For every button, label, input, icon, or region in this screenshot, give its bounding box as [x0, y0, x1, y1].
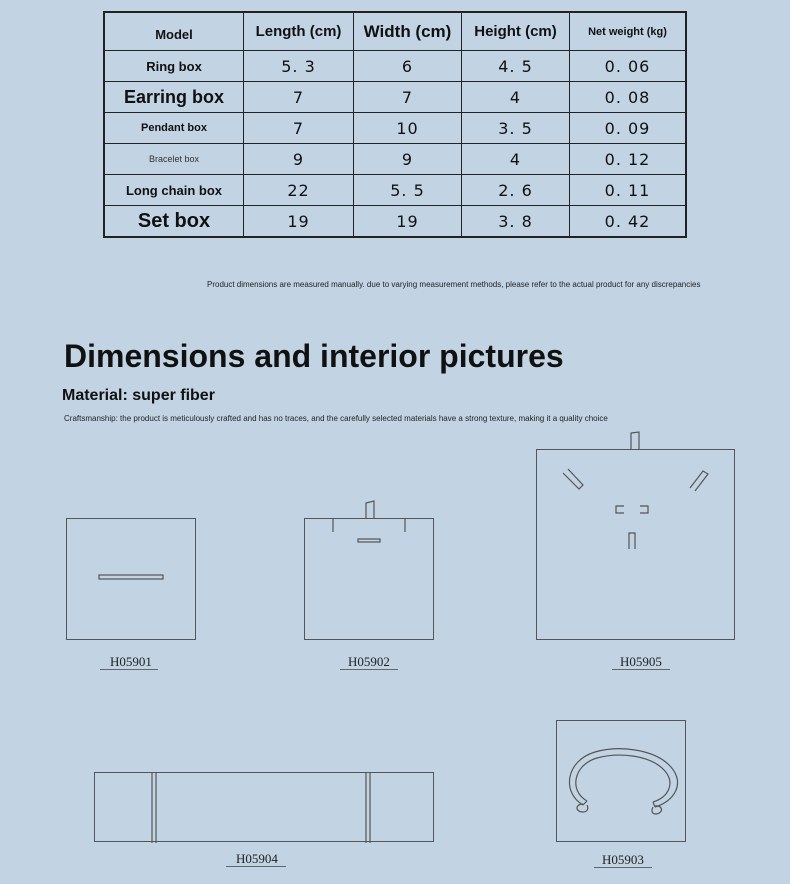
long-chain-insert-icon	[95, 773, 435, 843]
table-row	[104, 175, 686, 206]
product-code-set: H05905	[620, 654, 662, 669]
row-height: 2. 6	[462, 175, 570, 206]
row-width: 6	[354, 51, 462, 82]
ring-insert-drawing	[66, 518, 196, 640]
caption-underline	[612, 669, 670, 670]
table-row	[104, 144, 686, 175]
row-height: 3. 8	[462, 206, 570, 238]
header-height: Height (cm)	[462, 12, 570, 51]
row-model: Bracelet box	[104, 144, 244, 175]
craftsmanship-line: Craftsmanship: the product is meticulously crafted and has no traces, and the carefully selected materials have a strong texture, making it a quality choice	[64, 414, 608, 423]
row-model: Set box	[104, 206, 244, 238]
product-code-long-chain: H05904	[236, 851, 278, 866]
product-code-ring: H05901	[110, 654, 152, 669]
row-height: 3. 5	[462, 113, 570, 144]
table-row	[104, 51, 686, 82]
row-model: Long chain box	[104, 175, 244, 206]
dimension-note: Product dimensions are measured manually. due to varying measurement methods, please refer to the actual product for any discrepancies	[207, 280, 701, 289]
header-width: Width (cm)	[354, 12, 462, 51]
set-insert-icon	[537, 431, 736, 641]
row-weight: 0. 42	[570, 206, 687, 238]
row-length: 22	[244, 175, 354, 206]
row-weight: 0. 08	[570, 82, 687, 113]
caption-underline	[226, 866, 286, 867]
caption-underline	[594, 867, 652, 868]
caption-underline	[100, 669, 158, 670]
table-row	[104, 82, 686, 113]
bracelet-insert-drawing	[556, 720, 686, 842]
row-weight: 0. 12	[570, 144, 687, 175]
row-model: Earring box	[104, 82, 244, 113]
row-length: 7	[244, 82, 354, 113]
row-width: 10	[354, 113, 462, 144]
header-length: Length (cm)	[244, 12, 354, 51]
row-length: 5. 3	[244, 51, 354, 82]
material-line: Material: super fiber	[62, 387, 215, 404]
section-title: Dimensions and interior pictures	[64, 338, 564, 374]
table-row	[104, 206, 686, 238]
caption-underline	[340, 669, 398, 670]
row-weight: 0. 11	[570, 175, 687, 206]
row-length: 9	[244, 144, 354, 175]
row-width: 5. 5	[354, 175, 462, 206]
row-weight: 0. 06	[570, 51, 687, 82]
set-insert-drawing	[536, 449, 735, 640]
header-net-weight: Net weight (kg)	[570, 12, 687, 51]
row-height: 4	[462, 82, 570, 113]
spec-table	[103, 11, 687, 238]
row-model: Ring box	[104, 51, 244, 82]
row-model: Pendant box	[104, 113, 244, 144]
table-row	[104, 113, 686, 144]
table-header-row	[104, 12, 686, 51]
product-code-bracelet: H05903	[602, 852, 644, 867]
long-chain-insert-drawing	[94, 772, 434, 842]
row-height: 4	[462, 144, 570, 175]
ring-slot-insert-icon	[67, 519, 197, 641]
earring-insert-drawing	[304, 518, 434, 640]
row-length: 19	[244, 206, 354, 238]
row-width: 19	[354, 206, 462, 238]
row-width: 7	[354, 82, 462, 113]
earring-insert-icon	[305, 499, 435, 639]
row-weight: 0. 09	[570, 113, 687, 144]
row-length: 7	[244, 113, 354, 144]
header-model: Model	[104, 12, 244, 51]
row-height: 4. 5	[462, 51, 570, 82]
bracelet-insert-icon	[557, 721, 687, 843]
product-code-earring: H05902	[348, 654, 390, 669]
row-width: 9	[354, 144, 462, 175]
